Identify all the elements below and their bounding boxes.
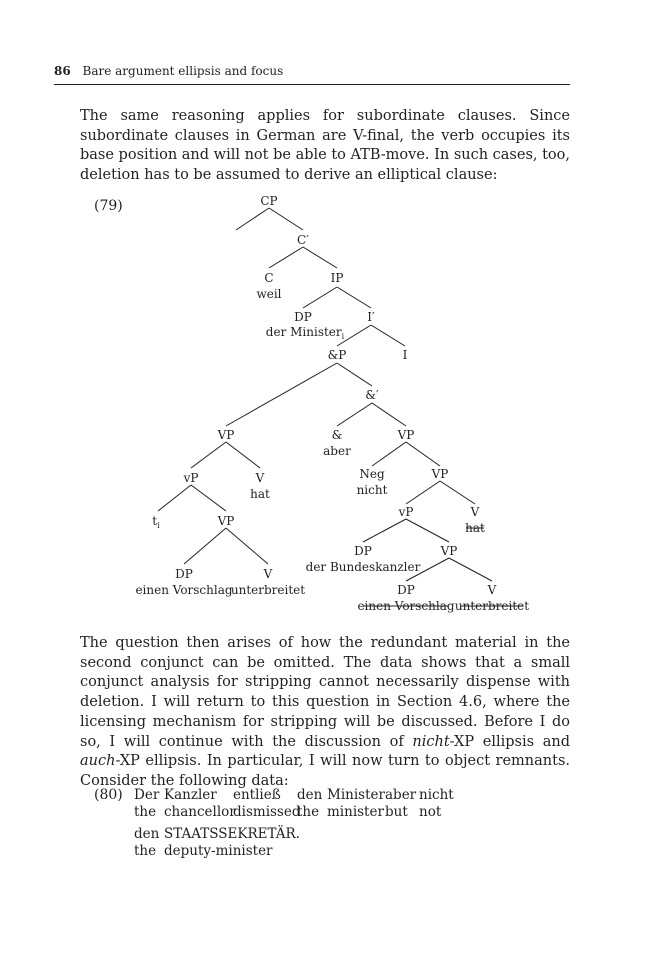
word-hat: hat [250, 487, 270, 501]
example-80-number: (80) [94, 787, 123, 803]
node-small-vp-left: vP [183, 471, 199, 485]
node-and-p: &P [327, 348, 347, 362]
gloss-word: entließ [233, 787, 281, 803]
paragraph-1: The same reasoning applies for subordinate clauses. Since subordinate clauses in German are V-final, the verb occupies its base position and will not be able to ATB-move. In such cases, too, deletion has to be assumed to derive an elliptical clause: [80, 108, 571, 184]
running-title: Bare argument ellipsis and focus [82, 64, 284, 78]
node-v-hat-right: V [470, 505, 480, 519]
node-i: I [402, 348, 408, 362]
gloss-translation: minister [327, 804, 384, 820]
gloss-translation: chancellor [164, 804, 236, 820]
node-c: C [264, 271, 274, 285]
gloss-translation: the [134, 804, 157, 820]
gloss-word: Kanzler [164, 787, 217, 803]
trace-index: i [157, 521, 160, 530]
node-dp-object-right: DP [397, 583, 415, 597]
node-dp-subject: DP [294, 310, 312, 324]
word-unterbreitet-deleted: unterbreitet [454, 599, 530, 613]
index-i: i [341, 332, 345, 341]
tree-labels [135, 194, 529, 613]
word-hat-deleted: hat [465, 521, 485, 535]
node-neg: Neg [359, 467, 385, 481]
word-nicht: nicht [356, 483, 388, 497]
word-weil: weil [256, 287, 282, 301]
node-small-vp-right: vP [398, 505, 414, 519]
example-79-number: (79) [94, 198, 123, 214]
word-trace: $t_i$ [152, 514, 160, 530]
auch-italic: auch [80, 753, 116, 770]
word-einen-vorschlag-left: einen Vorschlag [135, 583, 233, 597]
page-number: 86 [54, 64, 71, 78]
node-vp-right-2: VP [431, 467, 449, 481]
node-vp-right: VP [397, 428, 415, 442]
gloss-word: Minister [327, 787, 385, 803]
node-and-bar: &′ [365, 388, 379, 402]
gloss-translation: deputy-minister [164, 843, 273, 859]
gloss-word: aber [385, 787, 417, 803]
node-i-bar: I′ [367, 310, 375, 324]
node-ip: IP [330, 271, 344, 285]
node-vp-left: VP [217, 428, 235, 442]
gloss-translation: but [385, 804, 408, 820]
node-vp-left-2: VP [217, 514, 235, 528]
word-der-minister: der Minister$_i$ [265, 325, 345, 341]
node-amp: & [331, 428, 343, 442]
node-dp-object-left: DP [175, 567, 193, 581]
gloss-word: den [134, 826, 160, 842]
gloss-word: STAATSSEKRETÄR. [164, 826, 300, 842]
tree-branches [158, 208, 492, 581]
node-v-unterbreitet-right: V [487, 583, 497, 597]
gloss-translation: the [134, 843, 157, 859]
word-aber: aber [323, 444, 351, 458]
node-vp-right-3: VP [440, 544, 458, 558]
node-v-hat: V [255, 471, 265, 485]
node-c-bar: C′ [297, 233, 309, 247]
paragraph-2: The question then arises of how the redundant material in the second conjunct can be omitted. The data shows that a small conjunct analysis for stripping cannot necessarily dispense with deletion. I will return to this question in Section 4.6, where the licensing mechanism for stripping will be discussed. Before I do so, I will continue with the discussion of nicht-XP ellipsis and auch-XP ellipsis. In particular, I will now turn to object remnants. Consider the following data: [80, 635, 570, 789]
gloss-translation: not [419, 804, 442, 820]
node-cp: CP [260, 194, 278, 208]
gloss-word: den [297, 787, 323, 803]
word-einen-vorschlag-deleted: einen Vorschlag [357, 599, 455, 613]
nicht-italic: nicht [412, 733, 450, 750]
word-der-bundeskanzler: der Bundeskanzler [305, 560, 421, 574]
node-dp-bundeskanzler: DP [354, 544, 372, 558]
gloss-word: Der [134, 787, 160, 803]
word-unterbreitet-left: unterbreitet [230, 583, 306, 597]
gloss-translation: dismissed [233, 804, 301, 820]
gloss-translation: the [297, 804, 320, 820]
gloss-word: nicht [419, 787, 454, 803]
node-v-unterbreitet-left: V [263, 567, 273, 581]
